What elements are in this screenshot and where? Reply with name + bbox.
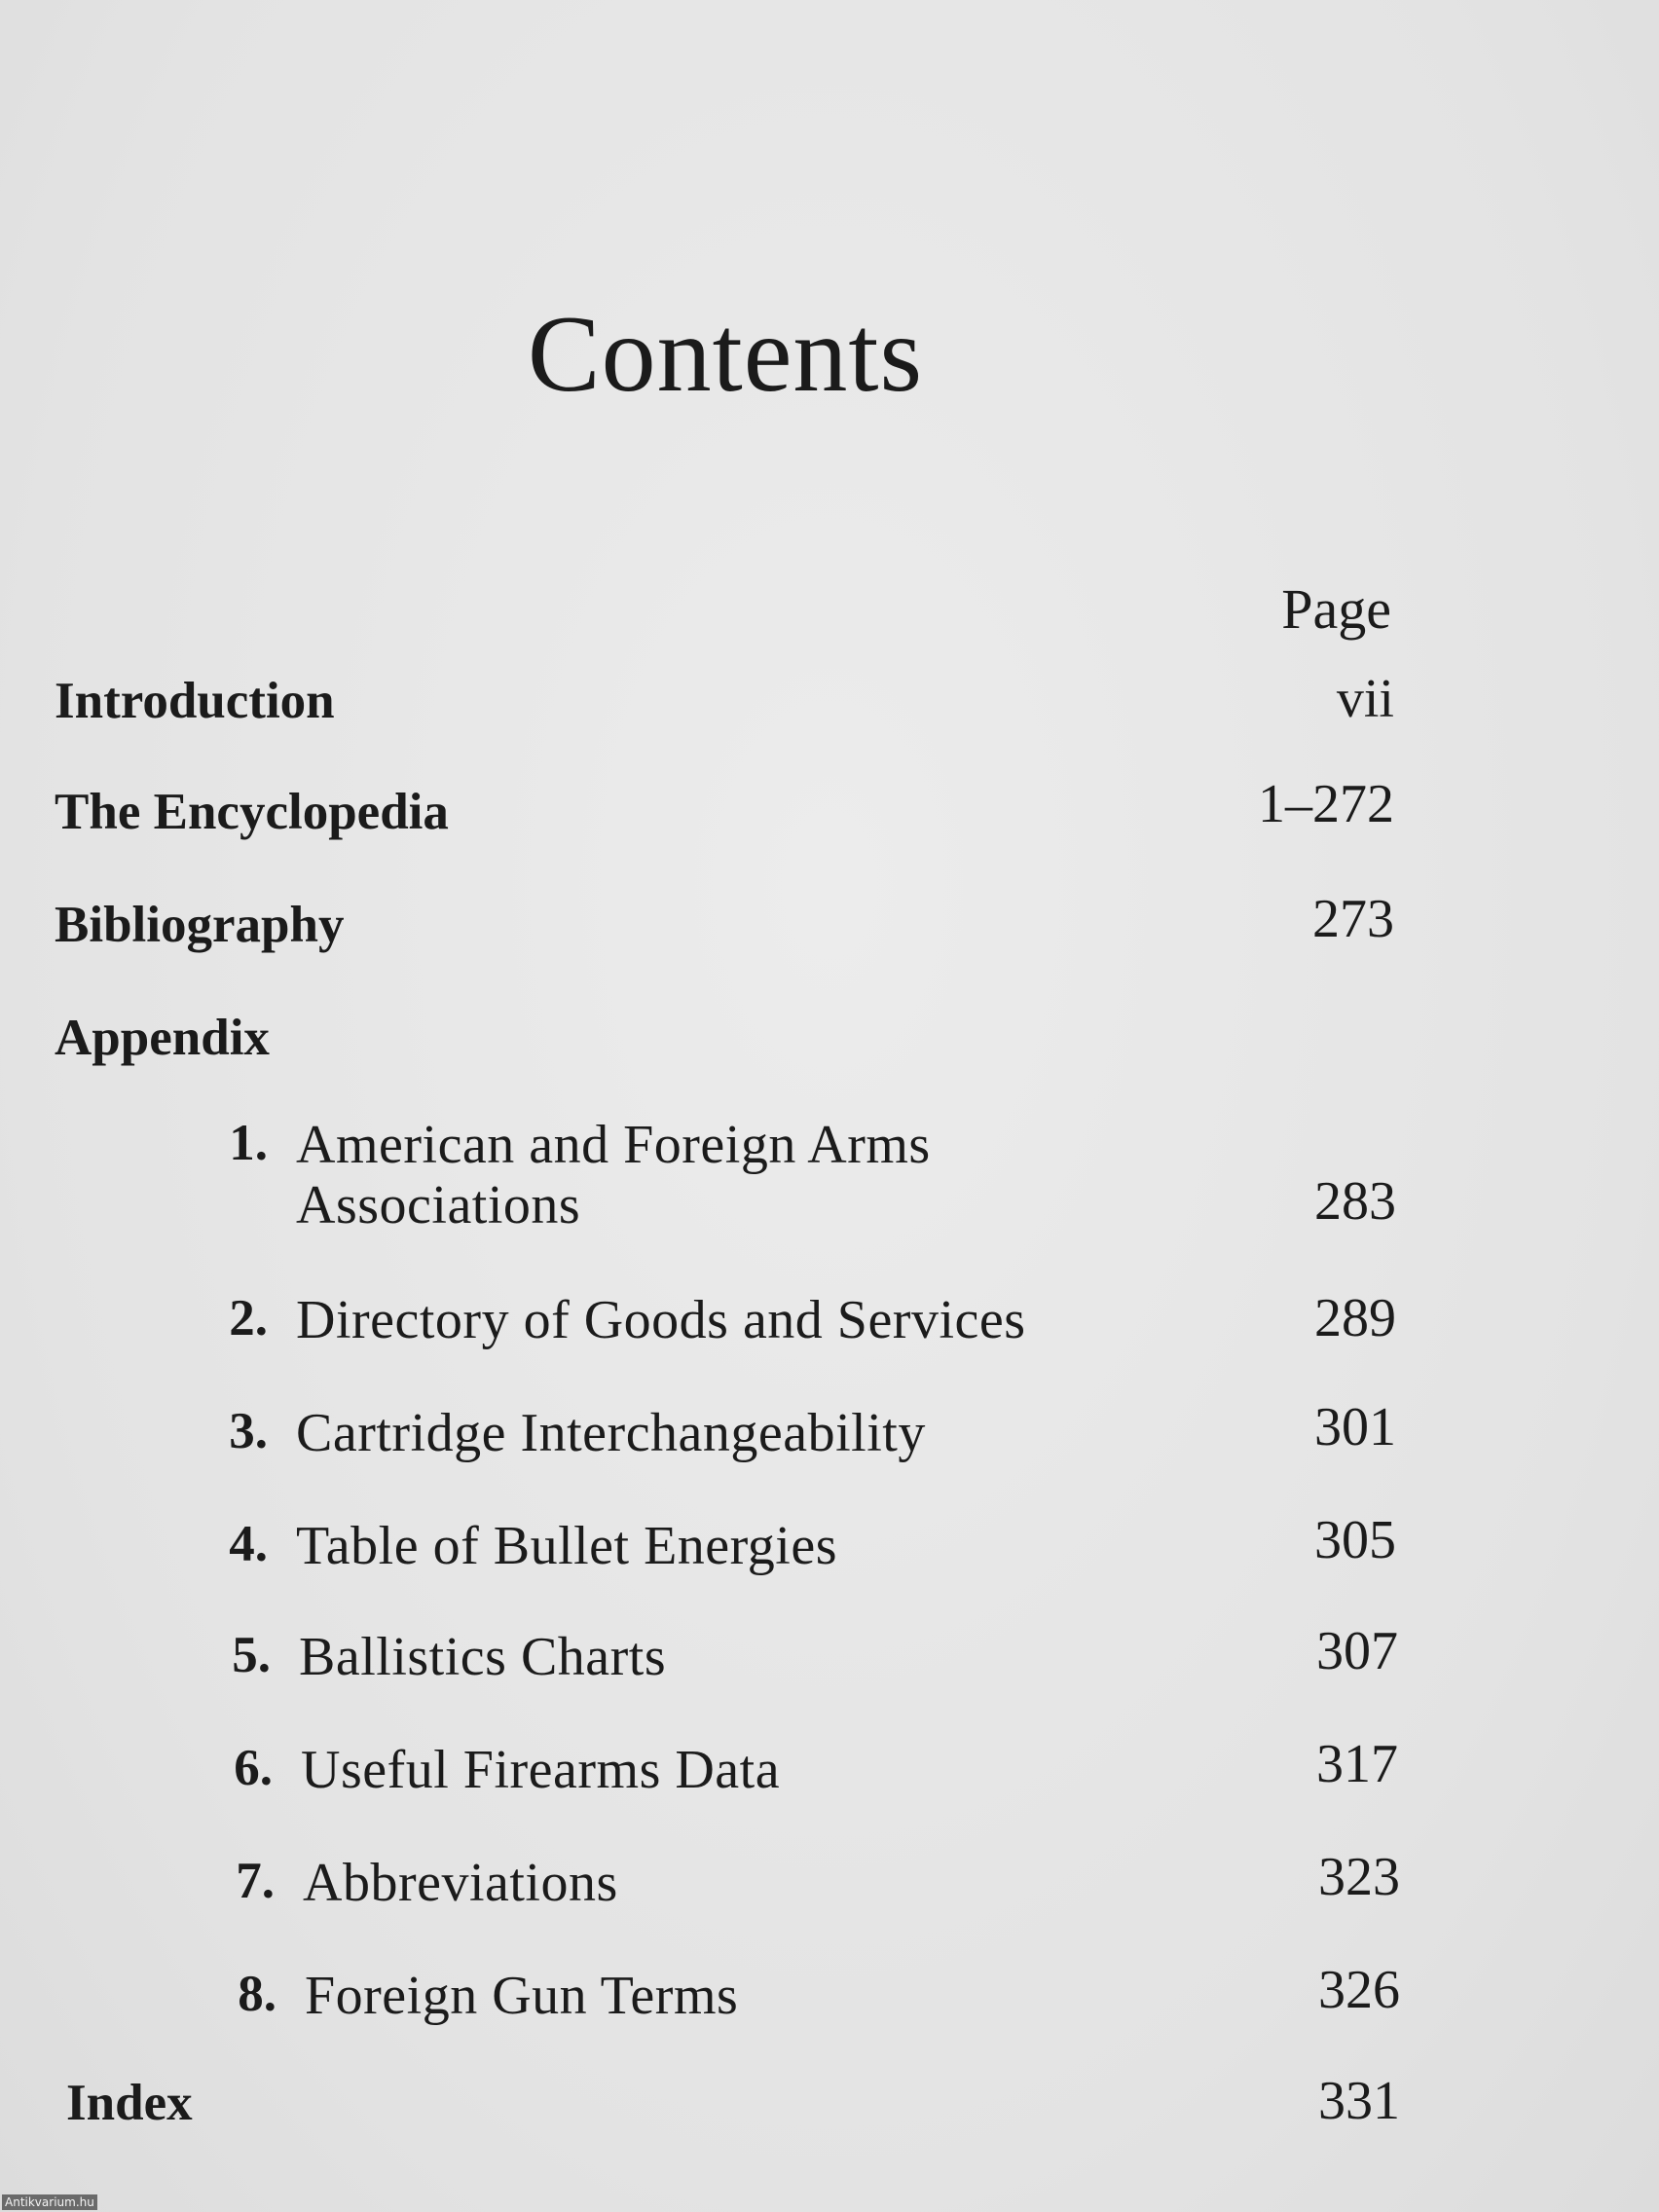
toc-entry-page: 1–272	[1258, 774, 1394, 834]
appendix-item-page: 317	[1316, 1734, 1398, 1794]
appendix-item-number: 3.	[229, 1403, 268, 1459]
watermark-label: Antikvarium.hu	[2, 2194, 97, 2210]
page-title: Contents	[527, 294, 924, 415]
appendix-item-number: 7.	[236, 1853, 275, 1909]
appendix-item-page: 326	[1318, 1960, 1400, 2020]
appendix-item-number: 8.	[238, 1966, 276, 2022]
toc-entry-page: 331	[1318, 2071, 1400, 2131]
appendix-item-label: Table of Bullet Energies	[296, 1516, 838, 1576]
appendix-item-label: Foreign Gun Terms	[305, 1966, 739, 2026]
appendix-item-number: 5.	[232, 1627, 271, 1683]
page-column-header: Page	[1281, 577, 1391, 641]
appendix-item-page: 305	[1314, 1510, 1396, 1570]
toc-entry-label: Index	[66, 2075, 193, 2131]
toc-entry-label: Bibliography	[55, 897, 345, 953]
appendix-item-label: Ballistics Charts	[299, 1627, 667, 1687]
appendix-item-label-continued: Associations	[296, 1175, 581, 1235]
appendix-item-label: American and Foreign Arms	[296, 1115, 931, 1175]
appendix-item-page: 289	[1314, 1288, 1396, 1348]
toc-entry-page: 273	[1312, 889, 1394, 949]
appendix-item-page: 301	[1314, 1397, 1396, 1457]
toc-entry-label: The Encyclopedia	[55, 784, 449, 840]
toc-entry-label: Introduction	[55, 673, 335, 729]
appendix-item-label: Useful Firearms Data	[301, 1740, 781, 1800]
appendix-item-number: 4.	[229, 1516, 268, 1572]
appendix-item-number: 1.	[229, 1115, 268, 1171]
toc-entry-page: vii	[1336, 669, 1394, 729]
appendix-item-label: Directory of Goods and Services	[296, 1290, 1026, 1350]
appendix-item-number: 2.	[229, 1290, 268, 1346]
appendix-item-label: Cartridge Interchangeability	[296, 1403, 926, 1463]
toc-entry-label: Appendix	[55, 1010, 270, 1066]
appendix-item-page: 323	[1318, 1847, 1400, 1907]
appendix-item-label: Abbreviations	[303, 1853, 618, 1913]
appendix-item-page: 307	[1316, 1621, 1398, 1681]
appendix-item-page: 283	[1314, 1171, 1396, 1232]
appendix-item-number: 6.	[234, 1740, 273, 1796]
